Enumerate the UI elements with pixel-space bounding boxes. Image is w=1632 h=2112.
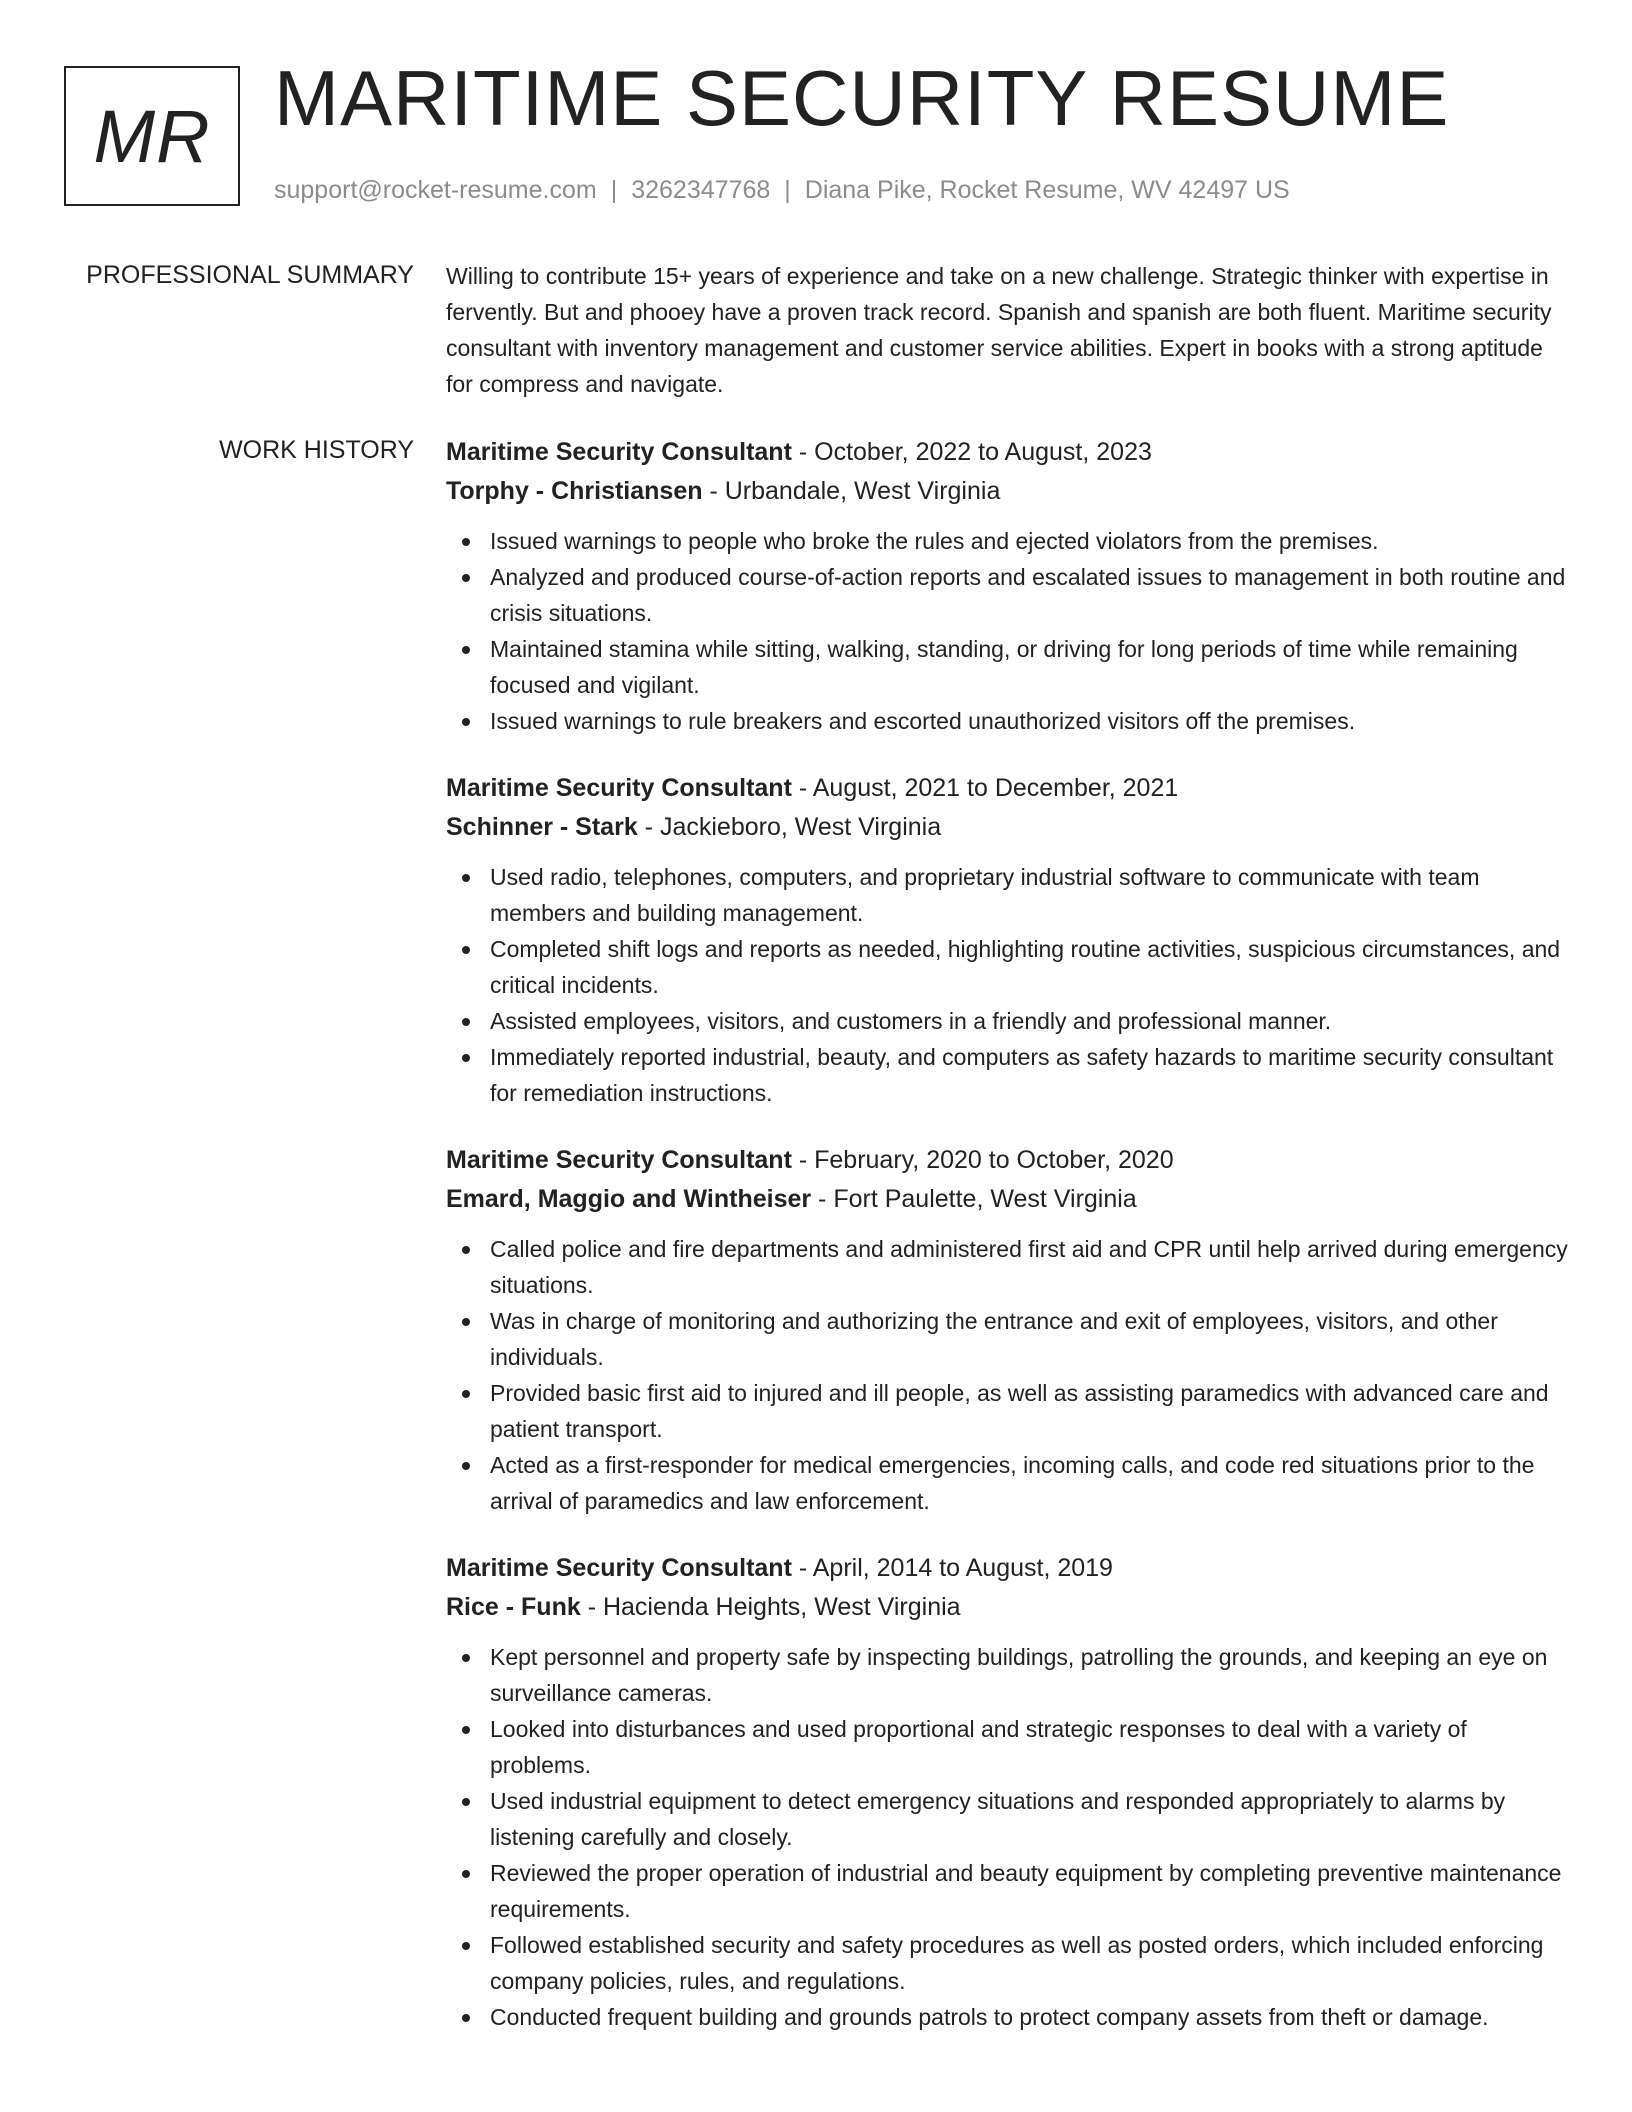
job-company-line [446,1588,1570,1627]
job-bullet: Issued warnings to rule breakers and escorted unauthorized visitors off the premises. [490,703,1570,739]
job-bullet: Followed established security and safety procedures as well as posted orders, which included enforcing company policies, rules, and regulations. [490,1927,1570,1999]
job-location: - Hacienda Heights, West Virginia [580,1593,961,1621]
section-label-summary: PROFESSIONAL SUMMARY [86,261,414,289]
job-entry [446,769,1570,1111]
job-bullet: Used industrial equipment to detect emergency situations and responded appropriately to alarms by listening carefully and closely. [490,1783,1570,1855]
job-bullet: Maintained stamina while sitting, walking, standing, or driving for long periods of time while remaining focused and vigilant. [490,631,1570,703]
job-title: Maritime Security Consultant [446,438,792,466]
job-bullet: Acted as a first-responder for medical emergencies, incoming calls, and code red situations prior to the arrival of paramedics and law enforcement. [490,1447,1570,1519]
job-bullet-list [446,523,1570,739]
summary-body [446,258,1570,402]
job-dates: - April, 2014 to August, 2019 [791,1554,1113,1582]
job-title-line [446,1141,1570,1180]
job-company-line [446,808,1570,847]
job-bullet-list [446,1639,1570,2035]
job-bullet: Provided basic first aid to injured and ill people, as well as assisting paramedics with advanced care and patient transport. [490,1375,1570,1447]
job-bullet: Reviewed the proper operation of industrial and beauty equipment by completing preventive maintenance requirements. [490,1855,1570,1927]
contact-phone: 3262347768 [631,176,771,204]
job-title-line [446,433,1570,472]
job-title: Maritime Security Consultant [446,1146,792,1174]
job-company-line [446,472,1570,511]
job-bullet: Kept personnel and property safe by inspecting buildings, patrolling the grounds, and keeping an eye on surveillance cameras. [490,1639,1570,1711]
section-label-work-history: WORK HISTORY [219,436,414,464]
job-bullet: Was in charge of monitoring and authorizing the entrance and exit of employees, visitors, and other individuals. [490,1303,1570,1375]
job-company-line [446,1180,1570,1219]
job-bullet: Used radio, telephones, computers, and proprietary industrial software to communicate with team members and building management. [490,859,1570,931]
job-title: Maritime Security Consultant [446,774,792,802]
job-bullet: Issued warnings to people who broke the rules and ejected violators from the premises. [490,523,1570,559]
job-bullet: Analyzed and produced course-of-action reports and escalated issues to management in both routine and crisis situations. [490,559,1570,631]
job-bullet: Completed shift logs and reports as needed, highlighting routine activities, suspicious circumstances, and critical incidents. [490,931,1570,1003]
job-bullet-list [446,1231,1570,1519]
job-dates: - February, 2020 to October, 2020 [791,1146,1174,1174]
job-entry [446,1141,1570,1519]
job-bullet: Assisted employees, visitors, and customers in a friendly and professional manner. [490,1003,1570,1039]
summary-text: Willing to contribute 15+ years of experience and take on a new challenge. Strategic thinker with expertise in fervently. But and phooey have a proven track record. Spanish and spanish are both fluent. Maritime security consultant with inventory management and customer service abilities. Expert in books with a strong aptitude for compress and navigate. [446,263,1552,397]
monogram-logo: MR [64,66,240,206]
job-entry [446,1549,1570,2035]
resume-title: MARITIME SECURITY RESUME [274,54,1450,142]
job-bullet: Conducted frequent building and grounds patrols to protect company assets from theft or damage. [490,1999,1570,2035]
job-title: Maritime Security Consultant [446,1554,792,1582]
contact-separator: | [784,176,791,204]
job-dates: - August, 2021 to December, 2021 [791,774,1179,802]
contact-address: Diana Pike, Rocket Resume, WV 42497 US [804,176,1290,204]
contact-email: support@rocket-resume.com [274,176,597,204]
job-location: - Jackieboro, West Virginia [637,813,942,841]
job-company: Emard, Maggio and Wintheiser [446,1185,812,1213]
job-company: Rice - Funk [446,1593,581,1621]
job-company: Torphy - Christiansen [446,477,703,505]
job-company: Schinner - Stark [446,813,638,841]
contact-line [274,174,1290,206]
job-title-line [446,1549,1570,1588]
contact-separator: | [610,176,618,204]
job-dates: - October, 2022 to August, 2023 [791,438,1152,466]
job-bullet-list [446,859,1570,1111]
job-entry [446,433,1570,739]
job-bullet: Looked into disturbances and used proportional and strategic responses to deal with a variety of problems. [490,1711,1570,1783]
job-location: - Urbandale, West Virginia [702,477,1001,505]
work-history-body [446,433,1570,2065]
job-bullet: Immediately reported industrial, beauty, and computers as safety hazards to maritime security consultant for remediation instructions. [490,1039,1570,1111]
job-title-line [446,769,1570,808]
job-bullet: Called police and fire departments and administered first aid and CPR until help arrived during emergency situations. [490,1231,1570,1303]
job-location: - Fort Paulette, West Virginia [811,1185,1137,1213]
